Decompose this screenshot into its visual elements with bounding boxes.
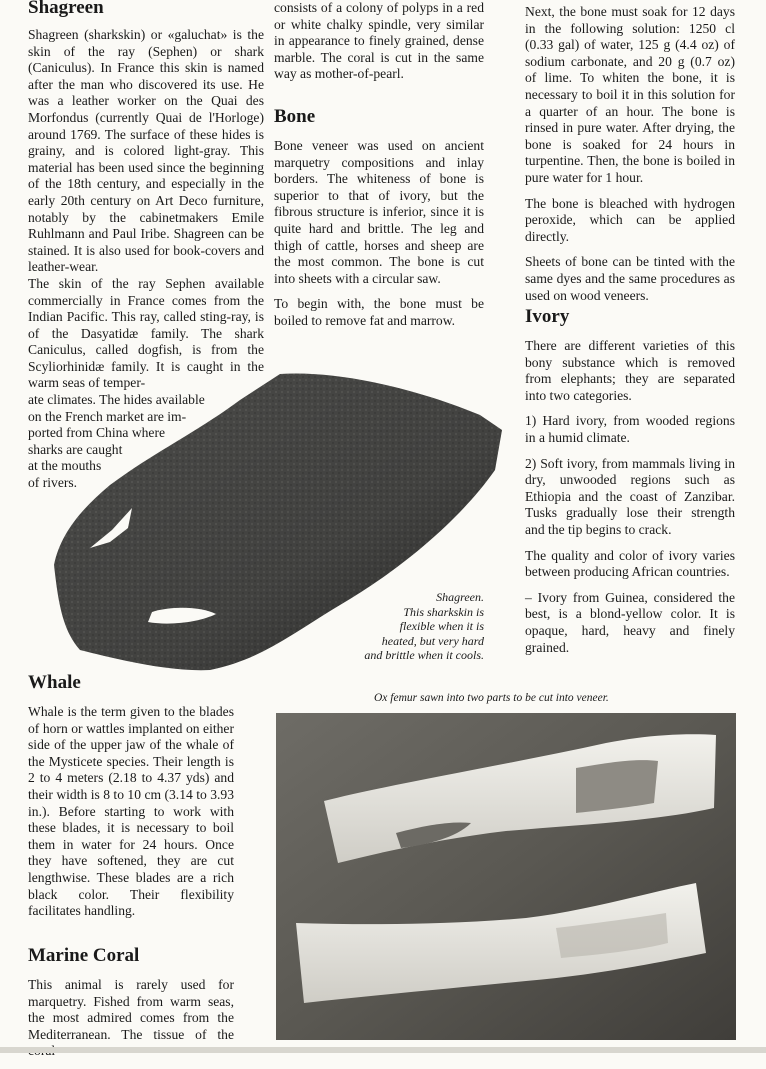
ivory-paragraph-4: The quality and color of ivory varies between producing African countries. bbox=[525, 547, 735, 580]
shagreen-wrap-line-5: at the mouths bbox=[28, 458, 102, 474]
coral-continued-paragraph: consists of a colony of polyps in a red or white chalky spindle, very similar in appearance to finely grained, dense marble. The coral is cut in the same way as mother-of-pearl. bbox=[274, 0, 484, 82]
caption-line-4: heated, but very hard bbox=[381, 633, 484, 648]
ivory-paragraph-2: 1) Hard ivory, from wooded regions in a humid climate. bbox=[525, 413, 735, 445]
caption-line-2: This sharkskin is bbox=[403, 604, 484, 619]
femur-caption: Ox femur sawn into two parts to be cut into veneer. bbox=[374, 692, 609, 704]
shagreen-wrap-line-4: sharks are caught bbox=[28, 441, 123, 457]
coral-continued bbox=[274, 0, 484, 92]
caption-line-3: flexible when it is bbox=[399, 619, 484, 633]
shagreen-wrap-line-1: ate climates. The hides available bbox=[28, 392, 205, 408]
bone-continued bbox=[525, 4, 735, 313]
bone-continued-paragraph-2: The bone is bleached with hydrogen peroxide, which can be applied directly. bbox=[525, 195, 735, 244]
whale-heading: Whale bbox=[28, 672, 81, 693]
ivory-paragraph-3: 2) Soft ivory, from mammals living in dry, unwooded regions such as Ethiopia and the coast of Zanzibar. Tusks gradually lose their strength and the tip begins to crack. bbox=[525, 455, 735, 537]
shagreen-caption bbox=[330, 590, 484, 663]
shagreen-wrap-line-3: ported from China where bbox=[28, 425, 166, 441]
ox-femur-photo bbox=[276, 713, 736, 1040]
ivory-heading: Ivory bbox=[525, 306, 570, 327]
caption-line-5: and brittle when it cools. bbox=[364, 648, 484, 662]
ivory-section bbox=[525, 306, 735, 665]
caption-line-1: Shagreen. bbox=[436, 590, 484, 604]
bone-continued-paragraph-1: Next, the bone must soak for 12 days in the following solution: 1250 cl (0.33 gal) of water, 125 g (4.4 oz) of sodium carbonate, and 20 g (0.7 oz) of lime. To whiten the bone, it is necessary to boil it in this solution for a quarter of an hour. The bone is rinsed in pure water. After drying, the bone is soaked for 24 hours in turpentine. Then, the bone is boiled in pure water for 1 hour. bbox=[525, 4, 735, 185]
bone-heading: Bone bbox=[274, 106, 316, 127]
marine-coral-heading: Marine Coral bbox=[28, 945, 140, 966]
whale-paragraph: Whale is the term given to the blades of horn or wattles implanted on either side of the upper jaw of the whale of the Mysticete species. Their length is 2 to 4 meters (2.18 to 4.37 yds) and their width is 8 to 10 cm (3.14 to 3.93 in.). Before starting to work with these blades, it is necessary to boil them in water for 24 hours. Once they have softened, they are cut lengthwise. These blades are a rich black color. Their flexibility facilitates handling. bbox=[28, 704, 234, 919]
shagreen-wrap-line-2: on the French market are im- bbox=[28, 408, 187, 424]
page-bottom-edge bbox=[0, 1047, 766, 1053]
ivory-paragraph-5: – Ivory from Guinea, considered the best, is a blond-yellow color. It is opaque, hard, heavy and finely grained. bbox=[525, 589, 735, 655]
shagreen-paragraph-1: Shagreen (sharkskin) or «galuchat» is the skin of the ray (Sephen) or shark (Caniculus). In France this skin is named after the man who discovered its use. He was a leather worker on the Quai des Morfondus (currently Quai de l'Horloge) around 1769. The surface of these hides is grainy, and is colored light-gray. This material has been used since the beginning of the 18th century, and especially in the early 20th century on Art Deco furniture, notably by the cabinetmakers Emile Ruhlmann and Paul Iribe. Shagreen can be stained. It is also used for book-covers and leather-wear. bbox=[28, 27, 264, 275]
bone-continued-paragraph-3: Sheets of bone can be tinted with the same dyes and the same procedures as used on wood veneers. bbox=[525, 254, 735, 303]
shagreen-wrap-line-6: of rivers. bbox=[28, 475, 78, 491]
shagreen-heading: Shagreen bbox=[28, 0, 104, 18]
bone-section bbox=[274, 106, 484, 339]
bone-paragraph-1: Bone veneer was used on ancient marquetry compositions and inlay borders. The whiteness of bone is superior to that of ivory, but the fibrous structure is inferior, since it is quite hard and brittle. The leg and thigh of cattle, horses and sheep are the most common. The bone is cut into sheets with a circular saw. bbox=[274, 138, 484, 286]
ivory-paragraph-1: There are different varieties of this bony substance which is removed from elephants; they are separated into two categories. bbox=[525, 338, 735, 403]
shagreen-paragraph-2: The skin of the ray Sephen available commercially in France comes from the Indian Pacific. This ray, called sting-ray, is of the Dasyatidæ family. The shark Caniculus, called dogfish, is from the Scyliorhinidæ family. It is caught in the warm seas of temper- bbox=[28, 275, 264, 391]
marine-coral-paragraph: This animal is rarely used for marquetry. Fished from warm seas, the most admired comes from the Mediterranean. The tissue of the bbox=[28, 977, 234, 1042]
whale-section bbox=[28, 672, 234, 929]
bone-paragraph-2: To begin with, the bone must be boiled to remove fat and marrow. bbox=[274, 296, 484, 328]
